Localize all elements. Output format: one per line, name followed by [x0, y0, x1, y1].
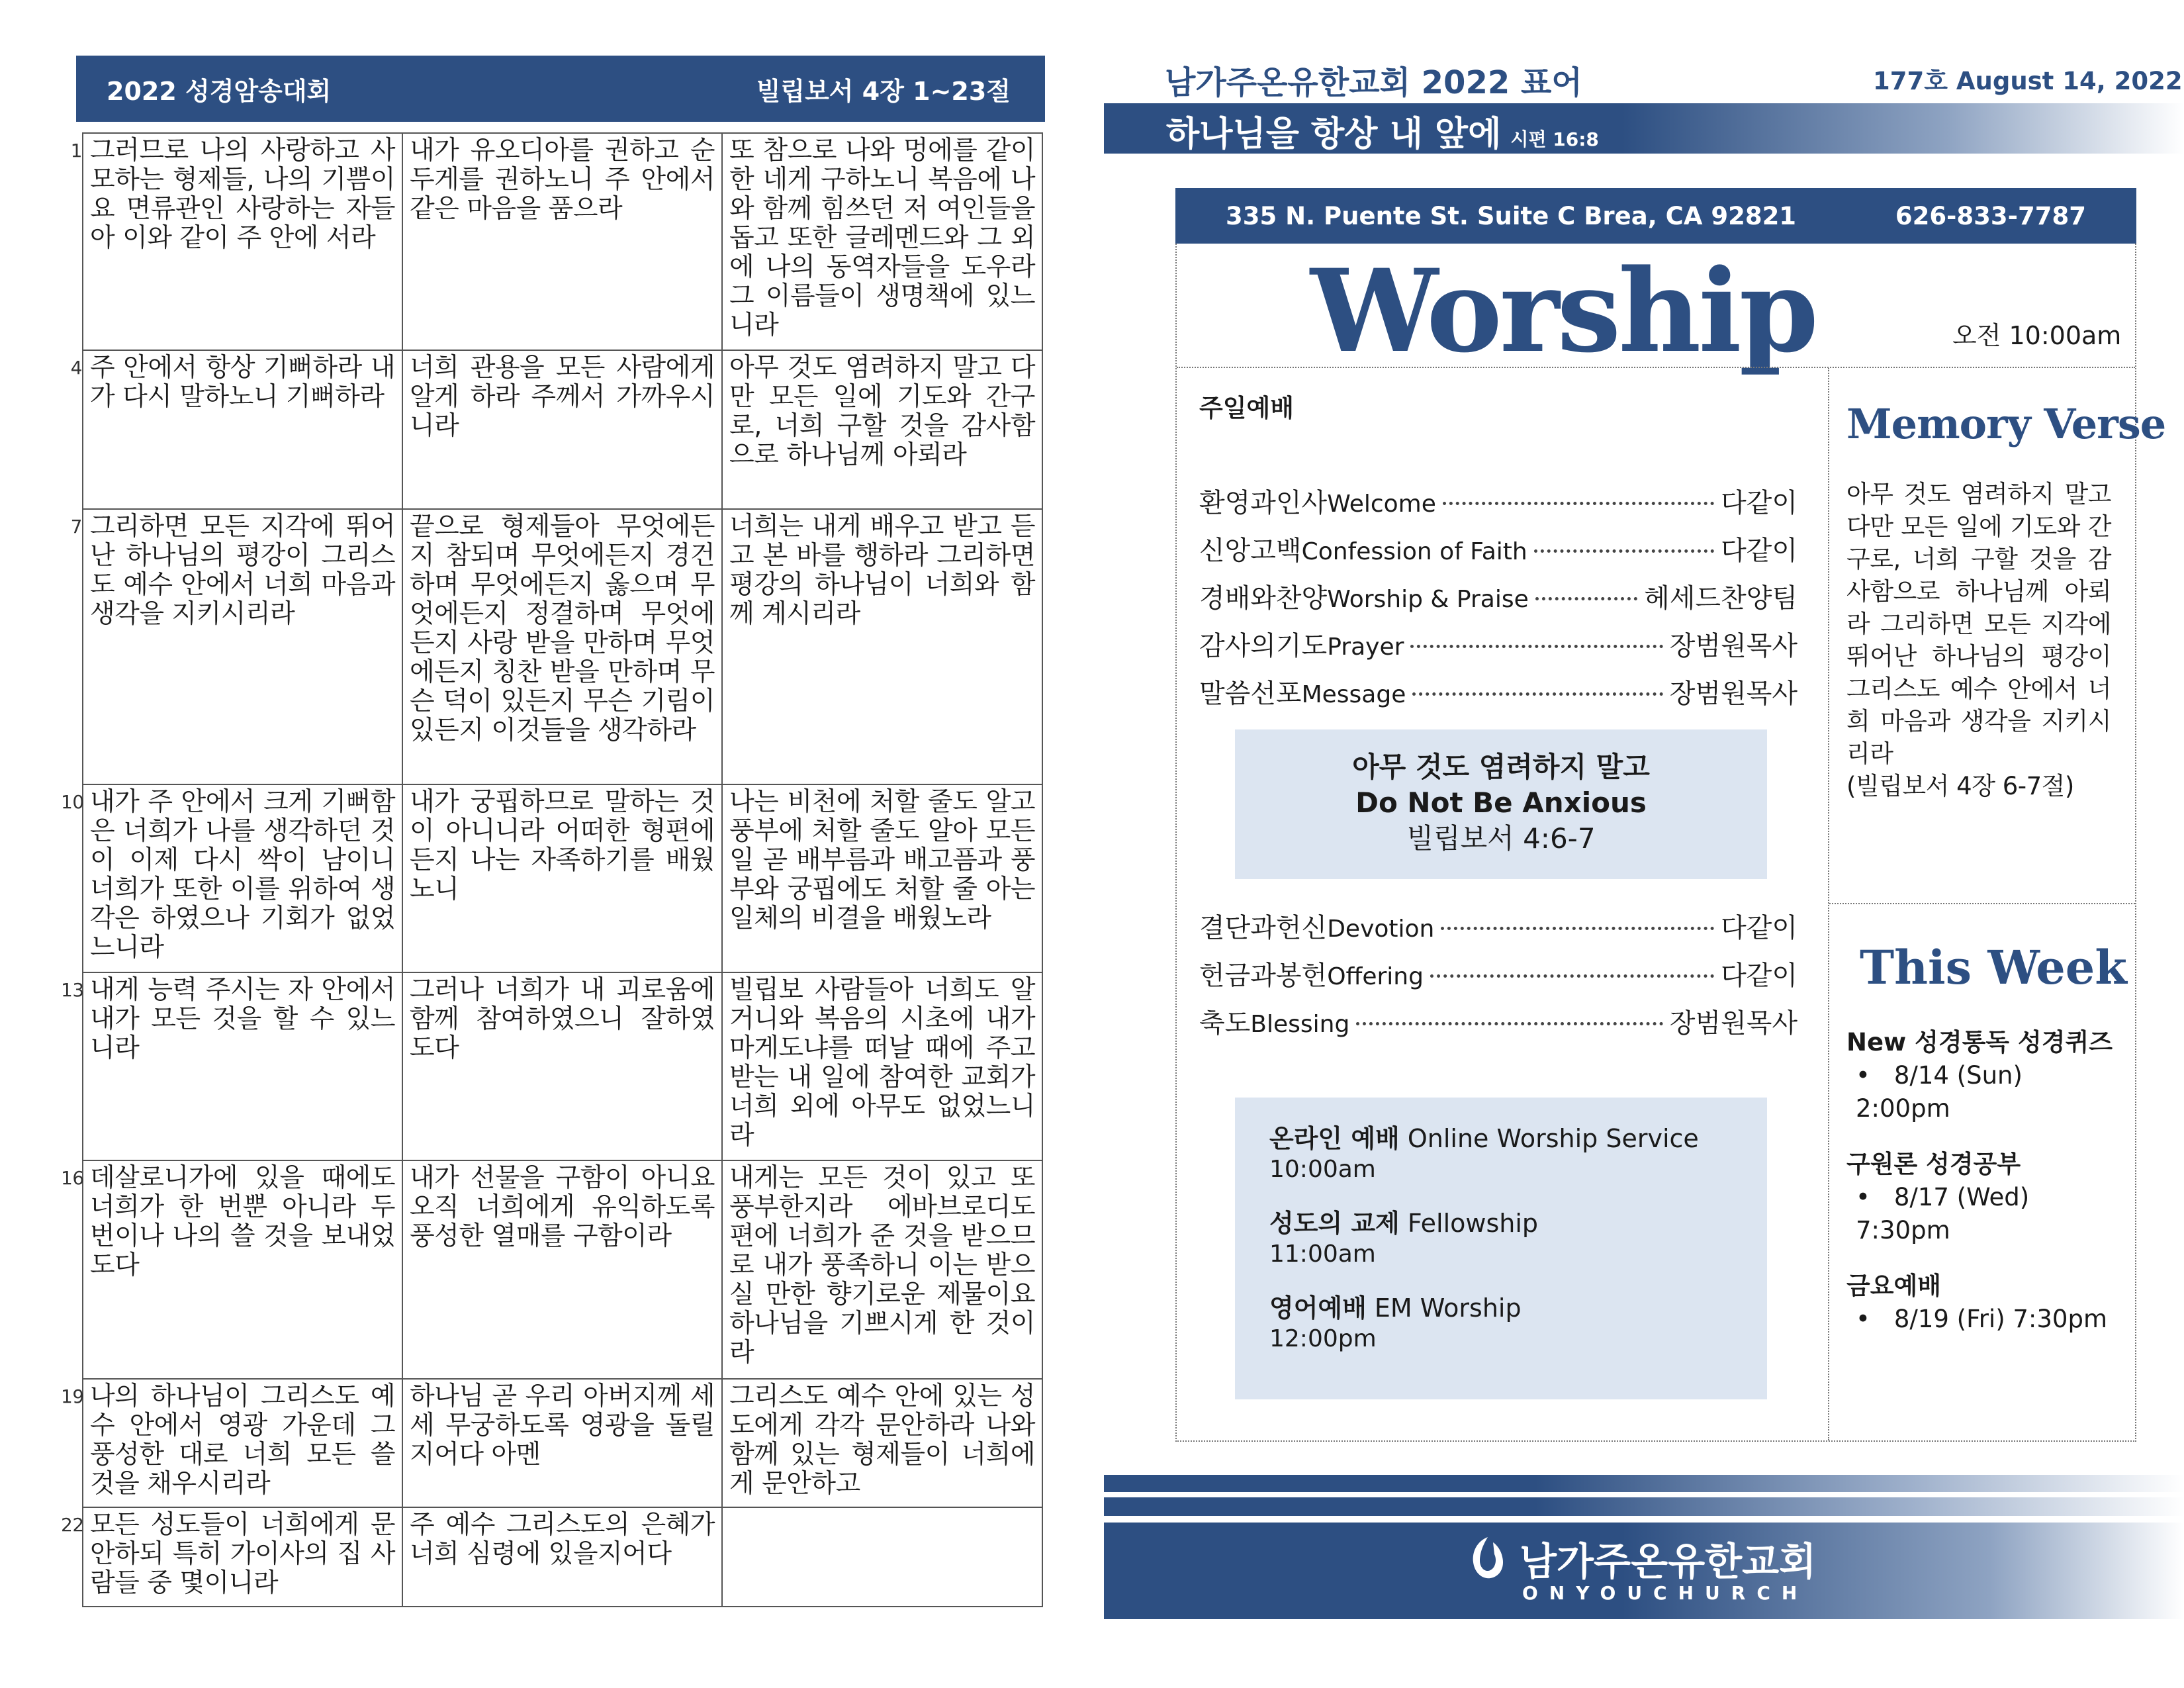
worship-heading: Worship	[1310, 244, 1816, 378]
verse-cell: 그리스도 예수 안에 있는 성도에게 각각 문안하라 나와 함께 있는 형제들이 너희에게 문안하고	[722, 1379, 1042, 1507]
sermon-reference: 빌립보서 4:6-7	[1406, 822, 1596, 855]
table-row	[83, 509, 1042, 784]
divider	[1177, 367, 2135, 368]
verse-cell: 또 참으로 나와 멍에를 같이한 네게 구하노니 복음에 나와 함께 힘쓰던 저 여인들을 돕고 또한 글레멘드와 그 외에 나의 동역자들을 도우라 그 이름들이 생명책에 있느니라	[722, 133, 1042, 350]
verse-cell: 너희는 내게 배우고 받고 듣고 본 바를 행하라 그리하면 평강의 하나님이 너희와 함께 계시리라	[722, 509, 1042, 784]
order-item: 환영과인사 Welcome 다같이	[1199, 488, 1797, 518]
motto: 하나님을 항상 내 앞에 시편 16:8	[1166, 115, 1599, 154]
worship-time: 오전 10:00am	[1952, 321, 2122, 350]
address-bar	[1175, 188, 2136, 244]
table-row	[83, 784, 1042, 972]
verse-cell: 22 모든 성도들이 너희에게 문안하되 특히 가이사의 집 사람들 중 몇이니라	[83, 1507, 402, 1607]
verse-cell: 1 그러므로 나의 사랑하고 사모하는 형제들, 나의 기쁨이요 면류관인 사랑하는 자들아 이와 같이 주 안에 서라	[83, 133, 402, 350]
schedule-item: 온라인 예배 Online Worship Service 10:00am	[1269, 1124, 1699, 1183]
schedule-item: 성도의 교제 Fellowship 11:00am	[1269, 1209, 1539, 1268]
verse-table	[61, 132, 1043, 1607]
verse-number: 16	[61, 1167, 84, 1189]
divider	[1828, 368, 1829, 1440]
divider	[1829, 903, 2135, 904]
verse-cell: 아무 것도 염려하지 말고 다만 모든 일에 기도와 간구로, 너희 구할 것을 감사함으로 하나님께 아뢰라	[722, 350, 1042, 509]
table-row	[83, 1160, 1042, 1379]
sermon-callout	[1235, 729, 1767, 879]
verse-cell: 빌립보 사람들아 너희도 알거니와 복음의 시초에 내가 마게도냐를 떠날 때에 주고 받는 내 일에 참여한 교회가 너희 외에 아무도 없었느니라	[722, 972, 1042, 1160]
church-address: 335 N. Puente St. Suite C Brea, CA 92821	[1226, 201, 1797, 230]
verse-cell: 나는 비천에 처할 줄도 알고 풍부에 처할 줄도 알아 모든 일 곧 배부름과 배고픔과 풍부와 궁핍에도 처할 줄 아는 일체의 비결을 배웠노라	[722, 784, 1042, 972]
order-item: 결단과헌신 Devotion 다같이	[1199, 913, 1797, 943]
footer-stripe	[1104, 1475, 2184, 1492]
online-schedule-box	[1235, 1098, 1767, 1399]
verse-cell: 끝으로 형제들아 무엇에든지 참되며 무엇에든지 경건하며 무엇에든지 옳으며 무엇에든지 정결하며 무엇에든지 사랑 받을 만하며 무엇에든지 칭찬 받을 만하며 무슨 덕이 있든지 무슨 기림이 있든지 이것들을 생각하라	[402, 509, 722, 784]
verse-cell: 너희 관용을 모든 사람에게 알게 하라 주께서 가까우시니라	[402, 350, 722, 509]
verse-number: 4	[70, 357, 82, 379]
verse-cell: 내가 궁핍하므로 말하는 것이 아니니라 어떠한 형편에든지 나는 자족하기를 배웠노니	[402, 784, 722, 972]
verse-number: 1	[70, 140, 82, 162]
verse-cell: 4 주 안에서 항상 기뻐하라 내가 다시 말하노니 기뻐하라	[83, 350, 402, 509]
this-week-list	[1846, 1026, 2124, 1358]
contest-title: 2022 성경암송대회	[107, 76, 332, 106]
verse-cell: 10 내가 주 안에서 크게 기뻐함은 너희가 나를 생각하던 것이 이제 다시 싹이 남이니 너희가 또한 이를 위하여 생각은 하였으나 기회가 없었느니라	[83, 784, 402, 972]
verse-cell: 내게는 모든 것이 있고 또 풍부한지라 에바브로디도 편에 너희가 준 것을 받으므로 내가 풍족하니 이는 받으실 만한 향기로운 제물이요 하나님을 기쁘시게 한 것이라	[722, 1160, 1042, 1379]
order-item: 경배와찬양 Worship & Praise 헤세드찬양팀	[1199, 583, 1797, 614]
verse-cell	[722, 1507, 1042, 1607]
verse-cell: 그러나 너희가 내 괴로움에 함께 참여하였으니 잘하였도다	[402, 972, 722, 1160]
verse-contest-header	[76, 56, 1045, 122]
table-row	[83, 133, 1042, 350]
verse-cell: 13 내게 능력 주시는 자 안에서 내가 모든 것을 할 수 있느니라	[83, 972, 402, 1160]
order-item: 헌금과봉헌 Offering 다같이	[1199, 961, 1797, 991]
footer-stripe	[1104, 1497, 2184, 1516]
memory-verse-text: 아무 것도 염려하지 말고 다만 모든 일에 기도와 간구로, 너희 구할 것을 감사함으로 하나님께 아뢰라 그리하면 모든 지각에 뛰어난 하나님의 평강이 그리스도 예수 안에서 너희 마음과 생각을 지키시리라 (빌립보서 4장 6-7절)	[1846, 480, 2111, 800]
memory-verse-ref: (빌립보서 4장 6-7절)	[1846, 772, 2074, 800]
verse-number: 7	[70, 516, 82, 538]
church-phone: 626-833-7787	[1895, 201, 2086, 230]
sermon-title-ko: 아무 것도 염려하지 말고	[1352, 751, 1650, 783]
verse-cell: 주 예수 그리스도의 은혜가 너희 심령에 있을지어다	[402, 1507, 722, 1607]
verse-cell: 내가 선물을 구함이 아니요 오직 너희에게 유익하도록 풍성한 열매를 구함이라	[402, 1160, 722, 1379]
this-week-heading: This Week	[1860, 940, 2127, 995]
table-row	[83, 1379, 1042, 1507]
sermon-title-en: Do Not Be Anxious	[1355, 786, 1647, 819]
list-item: 구원론 성경공부 • 8/17 (Wed) 7:30pm	[1846, 1148, 2124, 1247]
list-item: New 성경통독 성경퀴즈 • 8/14 (Sun) 2:00pm	[1846, 1026, 2124, 1125]
verse-number: 10	[61, 791, 84, 813]
table-row	[83, 1507, 1042, 1607]
list-item: 금요예배 • 8/19 (Fri) 7:30pm	[1846, 1270, 2124, 1336]
verse-number: 22	[61, 1514, 84, 1536]
table-row	[83, 972, 1042, 1160]
order-item: 말씀선포 Message 장범원목사	[1199, 679, 1797, 709]
church-logo-name: 남가주온유한교회	[1520, 1539, 1817, 1584]
verse-cell: 하나님 곧 우리 아버지께 세세 무궁하도록 영광을 돌릴지어다 아멘	[402, 1379, 722, 1507]
church-logo-subtitle: ONYOUCHURCH	[1522, 1582, 1809, 1604]
issue-date: 177호 August 14, 2022	[1873, 67, 2183, 95]
verse-number: 13	[61, 979, 84, 1001]
verse-number: 19	[61, 1385, 84, 1407]
church-logo-icon	[1468, 1534, 1506, 1581]
order-item: 축도 Blessing 장범원목사	[1199, 1008, 1797, 1039]
verse-cell: 7 그리하면 모든 지각에 뛰어난 하나님의 평강이 그리스도 예수 안에서 너희 마음과 생각을 지키시리라	[83, 509, 402, 784]
order-item: 신앙고백 Confession of Faith 다같이	[1199, 536, 1797, 566]
table-row	[83, 350, 1042, 509]
motto-reference: 시편 16:8	[1510, 128, 1599, 150]
contest-passage: 빌립보서 4장 1~23절	[756, 76, 1011, 106]
verse-cell: 19 나의 하나님이 그리스도 예수 안에서 영광 가운데 그 풍성한 대로 너희 모든 쓸 것을 채우시리라	[83, 1379, 402, 1507]
church-motto-title: 남가주온유한교회 2022 표어	[1165, 64, 1582, 101]
service-label: 주일예배	[1199, 394, 1294, 422]
memory-verse-heading: Memory Verse	[1846, 400, 2166, 448]
order-item: 감사의기도 Prayer 장범원목사	[1199, 631, 1797, 661]
verse-cell: 내가 유오디아를 권하고 순두게를 권하노니 주 안에서 같은 마음을 품으라	[402, 133, 722, 350]
verse-cell: 16 데살로니가에 있을 때에도 너희가 한 번뿐 아니라 두 번이나 나의 쓸 것을 보내었도다	[83, 1160, 402, 1379]
schedule-item: 영어예배 EM Worship 12:00pm	[1269, 1293, 1522, 1352]
